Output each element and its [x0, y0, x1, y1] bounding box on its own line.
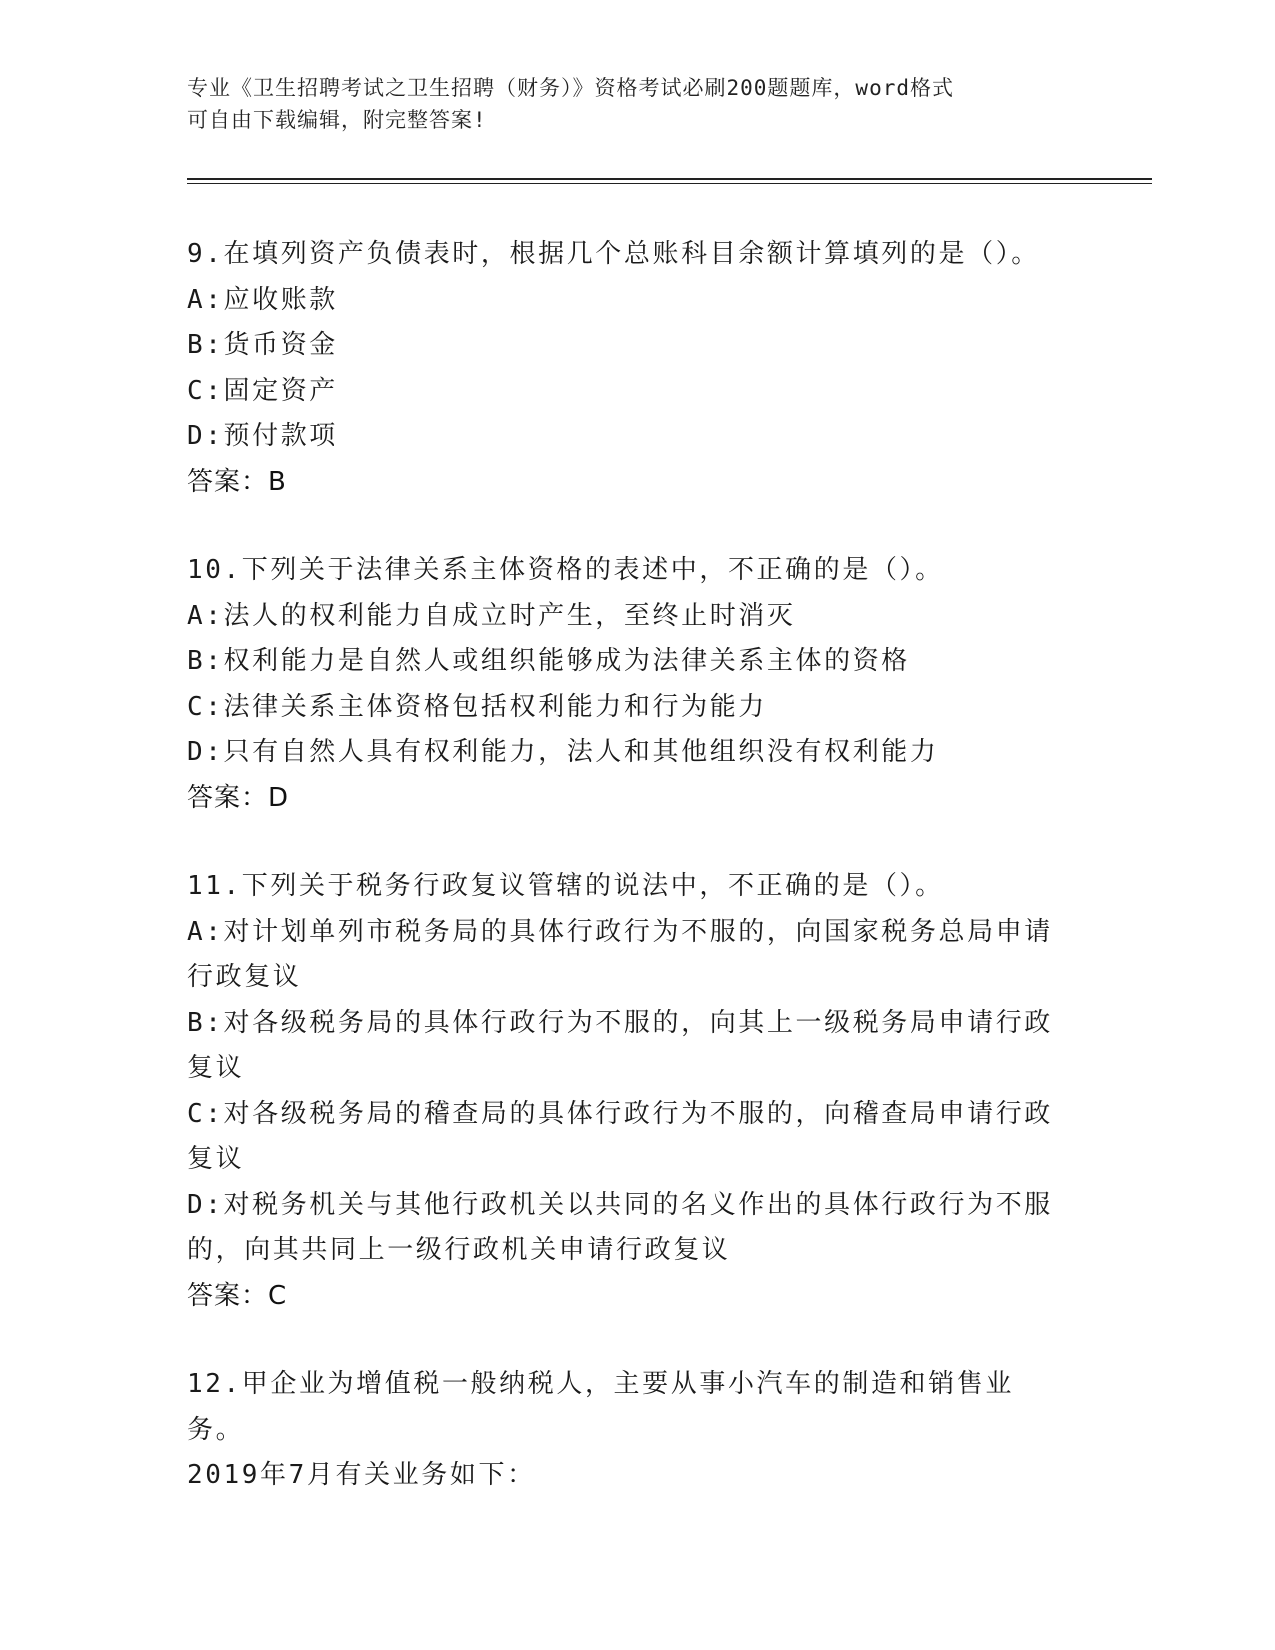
question-stem: 9.在填列资产负债表时，根据几个总账科目余额计算填列的是（）。	[187, 239, 1040, 269]
option-c: C:对各级税务局的稽查局的具体行政行为不服的，向稽查局申请行政复议	[187, 1098, 1053, 1174]
question-stem-line-1: 12.甲企业为增值税一般纳税人，主要从事小汽车的制造和销售业务。	[187, 1369, 1014, 1445]
question-stem-line-2: 2019年7月有关业务如下：	[187, 1460, 536, 1490]
question-12	[187, 1362, 1067, 1499]
option-d: D:只有自然人具有权利能力，法人和其他组织没有权利能力	[187, 737, 939, 767]
question-list	[187, 232, 1067, 1542]
answer-label: 答案：B	[187, 466, 287, 497]
option-b: B:权利能力是自然人或组织能够成为法律关系主体的资格	[187, 646, 910, 676]
header-divider-thin	[187, 183, 1152, 184]
header-divider-thick	[187, 178, 1152, 180]
option-a: A:应收账款	[187, 284, 338, 315]
question-9	[187, 232, 1067, 505]
option-b: B:对各级税务局的具体行政行为不服的，向其上一级税务局申请行政复议	[187, 1007, 1053, 1083]
option-a: A:对计划单列市税务局的具体行政行为不服的，向国家税务总局申请行政复议	[187, 916, 1053, 992]
option-c: C:法律关系主体资格包括权利能力和行为能力	[187, 691, 767, 722]
header-line-2: 可自由下载编辑，附完整答案!	[187, 108, 487, 132]
option-d: D:对税务机关与其他行政机关以共同的名义作出的具体行政行为不服的，向其共同上一级行政机关申请行政复议	[187, 1189, 1053, 1265]
answer-label: 答案：D	[187, 782, 290, 813]
document-header	[187, 72, 1067, 136]
question-stem: 10.下列关于法律关系主体资格的表述中，不正确的是（）。	[187, 555, 944, 585]
question-stem: 11.下列关于税务行政复议管辖的说法中，不正确的是（）。	[187, 871, 944, 901]
answer-label: 答案：C	[187, 1280, 288, 1311]
option-b: B:货币资金	[187, 330, 338, 360]
option-a: A:法人的权利能力自成立时产生，至终止时消灭	[187, 600, 796, 631]
option-c: C:固定资产	[187, 375, 338, 406]
option-d: D:预付款项	[187, 421, 338, 451]
question-10	[187, 548, 1067, 821]
question-11	[187, 864, 1067, 1319]
header-line-1: 专业《卫生招聘考试之卫生招聘（财务）》资格考试必刷200题题库，word格式	[187, 76, 954, 100]
